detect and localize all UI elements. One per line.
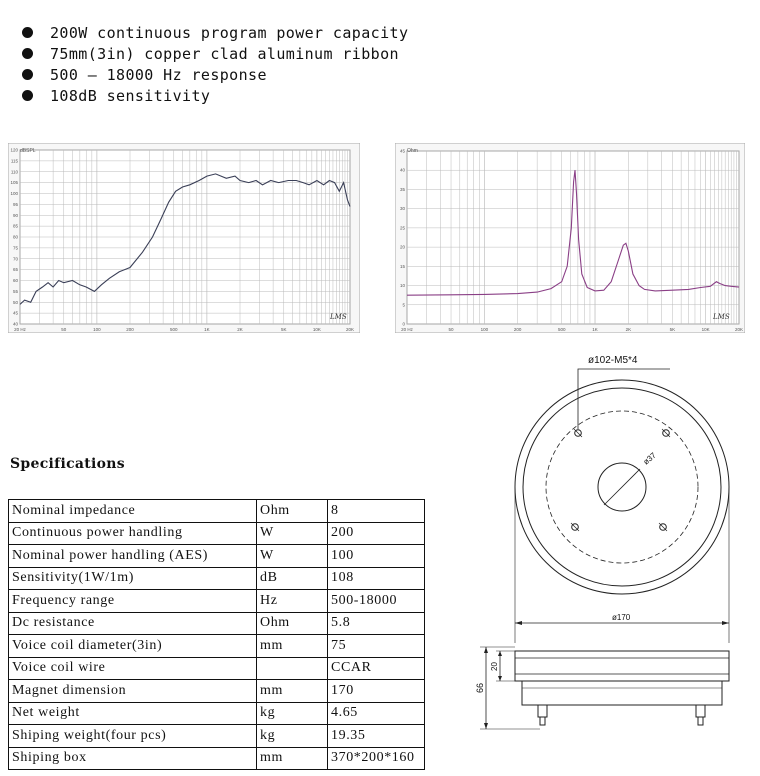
bullet-icon [22,69,33,80]
y-tick-label: 75 [12,245,18,251]
spec-parameter: Sensitivity(1W/1m) [9,567,257,590]
spec-row [9,590,425,613]
spec-unit [257,657,328,680]
y-tick-label: 45 [12,310,18,316]
y-tick-label: 105 [10,180,18,186]
feature-list [22,22,408,106]
y-tick-label: 35 [399,186,405,192]
y-tick-label: 65 [12,267,18,273]
spec-parameter: Voice coil wire [9,657,257,680]
spec-row [9,500,425,523]
y-tick-label: 80 [12,234,18,240]
spec-unit: kg [257,725,328,748]
lms-logo: LMS [713,313,730,321]
x-tick-label: 20K [345,327,355,332]
x-tick-label: 1K [204,327,210,332]
spec-parameter: Voice coil diameter(3in) [9,635,257,658]
spec-value: 19.35 [328,725,425,748]
spec-parameter: Shiping box [9,747,257,770]
feature-item: 200W continuous program power capacity [22,22,408,43]
spec-value: 5.8 [328,612,425,635]
spec-row [9,567,425,590]
y-tick-label: 60 [12,278,18,283]
y-tick-label: 0 [402,321,405,327]
y-tick-label: 100 [10,191,18,196]
x-tick-label: 200 [126,327,134,332]
spec-value: CCAR [328,657,425,680]
x-tick-label: 20 Hz [14,327,26,332]
spec-row [9,522,425,545]
bullet-icon [22,90,33,101]
feature-item: 108dB sensitivity [22,85,408,106]
y-tick-label: 30 [399,206,405,212]
spec-parameter: Nominal impedance [9,500,257,523]
spec-value: 370*200*160 [328,747,425,770]
spec-unit: dB [257,567,328,590]
y-tick-label: 40 [399,167,405,173]
spec-value: 100 [328,545,425,568]
y-tick-label: 50 [12,299,18,305]
x-tick-label: 500 [170,327,178,332]
x-tick-label: 20K [734,327,744,332]
spec-unit: mm [257,680,328,703]
spec-value: 500-18000 [328,590,425,613]
y-tick-label: 10 [399,283,405,289]
x-tick-label: 10K [312,327,321,332]
x-tick-label: 10K [701,327,710,332]
impedance-unit-label: Ohm [407,148,418,154]
spec-parameter: Magnet dimension [9,680,257,703]
x-tick-label: 50 [448,327,454,332]
y-tick-label: 115 [10,158,18,164]
spec-unit: W [257,522,328,545]
x-tick-label: 1K [592,327,598,332]
outer-diameter-label: ø170 [612,613,631,622]
spec-unit: Ohm [257,500,328,523]
specifications-table [8,499,425,770]
x-tick-label: 2K [625,327,632,332]
x-tick-label: 100 [480,327,489,332]
y-tick-label: 95 [12,201,18,207]
x-tick-label: 5K [281,327,287,332]
overall-height-label: 66 [475,682,485,693]
bullet-icon [22,27,33,38]
spec-value: 170 [328,680,425,703]
spec-row [9,612,425,635]
spec-value: 75 [328,635,425,658]
x-tick-label: 5K [669,327,676,332]
spec-parameter: Frequency range [9,590,257,613]
x-tick-label: 20 Hz [401,327,413,332]
spec-unit: mm [257,747,328,770]
bolt-hole-label: ø102-M5*4 [588,355,638,366]
x-tick-label: 2K [237,327,243,332]
y-tick-label: 85 [12,223,18,229]
impedance-graph [395,143,745,333]
y-tick-label: 5 [402,302,405,308]
x-tick-label: 100 [93,327,101,332]
x-tick-label: 50 [61,327,67,332]
dimension-drawing [470,345,760,775]
y-tick-label: 110 [10,169,18,175]
spec-unit: mm [257,635,328,658]
lms-logo: LMS [330,313,347,321]
spec-row [9,657,425,680]
y-tick-label: 70 [12,256,18,262]
spec-row [9,725,425,748]
throat-diameter-label: ø37 [641,450,658,467]
spec-row [9,747,425,770]
y-tick-label: 45 [399,148,405,154]
bolt-hole-icon [659,523,667,531]
y-tick-label: 120 [10,147,18,153]
feature-item: 500 – 18000 Hz response [22,64,408,85]
spec-row [9,635,425,658]
spec-parameter: Nominal power handling (AES) [9,545,257,568]
frequency-response-graph [8,143,360,333]
spec-row [9,702,425,725]
spec-unit: kg [257,702,328,725]
spec-row [9,545,425,568]
spec-parameter: Continuous power handling [9,522,257,545]
feature-item: 75mm(3in) copper clad aluminum ribbon [22,43,408,64]
flange-thickness-label: 20 [490,662,499,671]
spec-value: 8 [328,500,425,523]
spec-row [9,680,425,703]
y-tick-label: 20 [399,244,405,250]
spec-parameter: Shiping weight(four pcs) [9,725,257,748]
spec-unit: W [257,545,328,568]
bolt-hole-icon [571,523,579,531]
spec-value: 108 [328,567,425,590]
spec-parameter: Net weight [9,702,257,725]
specifications-heading: Specifications [10,456,125,472]
spec-unit: Ohm [257,612,328,635]
bolt-hole-icon [662,429,670,437]
x-tick-label: 500 [557,327,566,332]
y-tick-label: 55 [12,288,18,294]
spec-unit: Hz [257,590,328,613]
x-tick-label: 200 [513,327,522,332]
bolt-hole-icon [574,429,582,437]
spec-value: 200 [328,522,425,545]
spec-value: 4.65 [328,702,425,725]
bullet-icon [22,48,33,59]
spec-parameter: Dc resistance [9,612,257,635]
spl-unit-label: dBSPL [20,148,36,154]
y-tick-label: 40 [12,321,18,327]
y-tick-label: 25 [399,225,405,231]
y-tick-label: 90 [12,212,18,218]
y-tick-label: 15 [399,263,405,269]
